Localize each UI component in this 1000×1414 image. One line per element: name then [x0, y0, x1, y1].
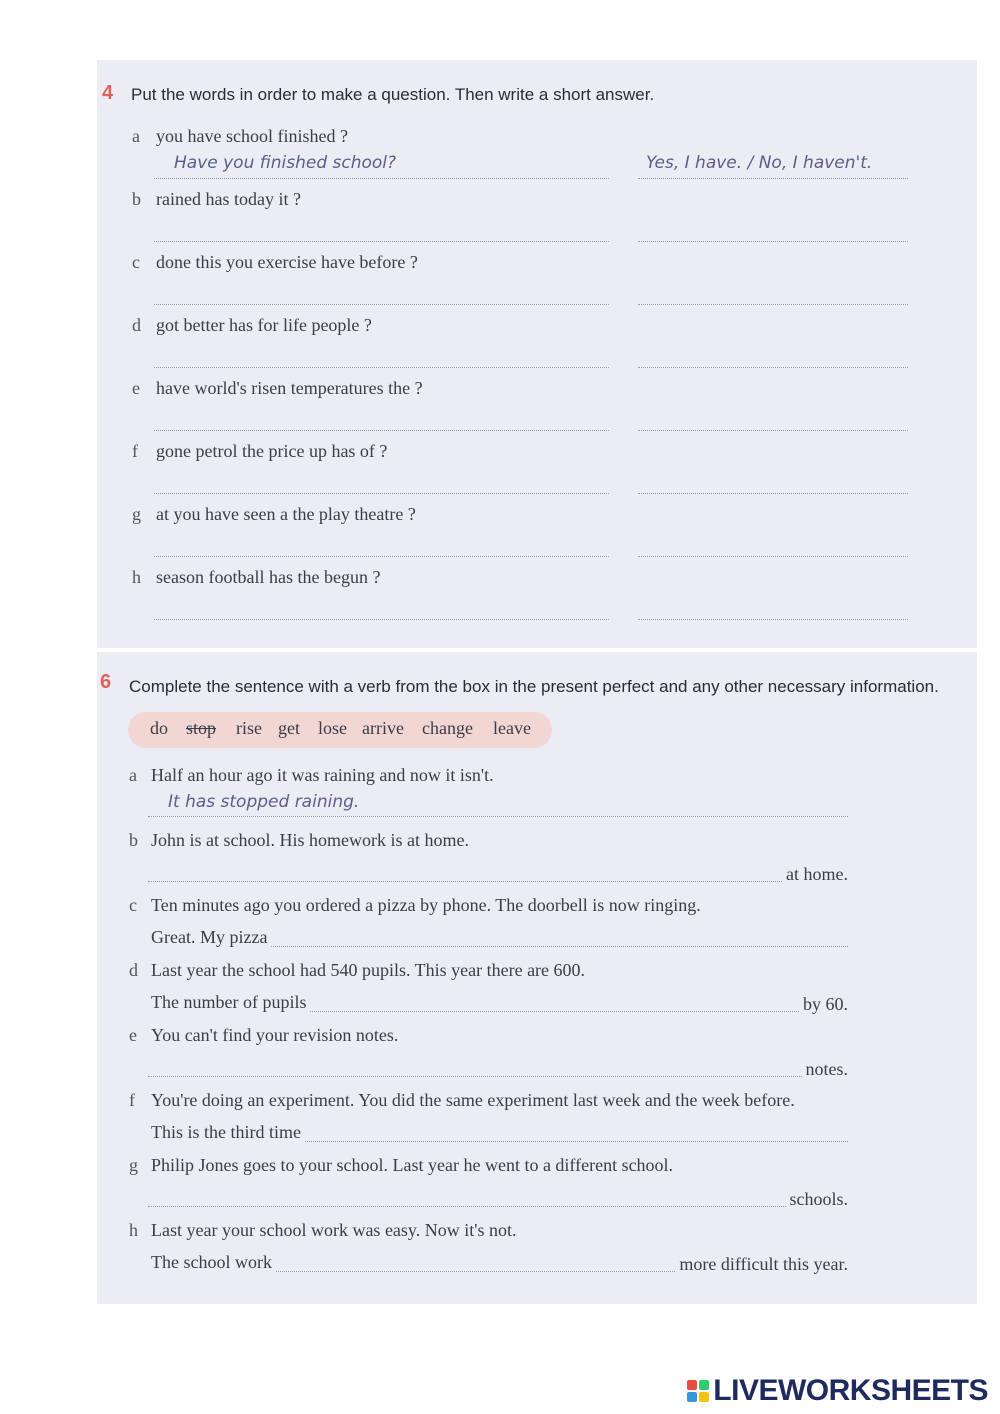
ex4-item-prompt: got better has for life people ? — [156, 315, 372, 335]
word-box-word: rise — [236, 718, 262, 738]
word-box-word: get — [278, 718, 300, 738]
ex6-item-sentence-end: more difficult this year. — [679, 1254, 848, 1274]
ex4-short-answer-line[interactable] — [638, 430, 908, 431]
ex4-question-answer-line[interactable] — [154, 493, 609, 494]
word-box-word: change — [422, 718, 473, 738]
word-box-word: leave — [493, 718, 531, 738]
ex6-item-letter: f — [129, 1090, 135, 1110]
ex4-question-answer-line[interactable] — [154, 619, 609, 620]
ex4-item-letter: h — [132, 567, 141, 587]
ex4-question-answer-line[interactable] — [154, 430, 609, 431]
ex6-item-prompt: John is at school. His homework is at home. — [151, 830, 469, 850]
ex4-item-prompt: done this you exercise have before ? — [156, 252, 418, 272]
ex6-item-prompt: Last year your school work was easy. Now it's not. — [151, 1220, 517, 1240]
ex4-question-answer-line[interactable] — [154, 241, 609, 242]
ex6-item-prompt: You're doing an experiment. You did the same experiment last week and the week before. — [151, 1090, 795, 1110]
ex4-item-letter: e — [132, 378, 140, 398]
exercise-6-number: 6 — [100, 671, 112, 693]
ex6-answer-line[interactable] — [305, 1141, 848, 1142]
ex4-question-answer-line[interactable] — [154, 367, 609, 368]
word-box-word: lose — [318, 718, 347, 738]
ex6-item-sentence-end: schools. — [789, 1189, 848, 1209]
ex6-item-prompt: Ten minutes ago you ordered a pizza by phone. The doorbell is now ringing. — [151, 895, 701, 915]
ex6-item-sentence-end: at home. — [786, 864, 848, 884]
ex4-question-answer: Have you finished school? — [174, 153, 397, 173]
ex4-short-answer-line[interactable] — [638, 304, 908, 305]
ex6-answer-line[interactable] — [271, 946, 848, 947]
ex6-item-letter: h — [129, 1220, 138, 1240]
ex6-answer-line[interactable] — [148, 816, 848, 817]
ex6-item-letter: b — [129, 830, 138, 850]
ex4-short-answer-line[interactable] — [638, 178, 908, 179]
ex6-item-letter: d — [129, 960, 138, 980]
ex4-item-prompt: rained has today it ? — [156, 189, 301, 209]
exercise-4-number: 4 — [102, 82, 114, 104]
word-box-word: arrive — [362, 718, 404, 738]
ex6-answer-line[interactable] — [310, 1011, 799, 1012]
ex4-item-prompt: gone petrol the price up has of ? — [156, 441, 388, 461]
ex4-item-letter: b — [132, 189, 141, 209]
ex6-answer-line[interactable] — [148, 1206, 786, 1207]
liveworksheets-logo-icon — [687, 1380, 709, 1402]
ex6-item-prompt: You can't find your revision notes. — [151, 1025, 399, 1045]
ex4-short-answer-line[interactable] — [638, 241, 908, 242]
ex4-item-letter: a — [132, 126, 140, 146]
ex6-item-sentence-end: notes. — [805, 1059, 848, 1079]
exercise-6-instruction: Complete the sentence with a verb from the box in the present perfect and any other necessary information. — [129, 677, 939, 696]
ex4-question-answer-line[interactable] — [154, 556, 609, 557]
exercise-4-instruction: Put the words in order to make a question. Then write a short answer. — [131, 85, 655, 104]
logo-text: LIVEWORKSHEETS — [713, 1374, 988, 1407]
ex6-answer-line[interactable] — [148, 881, 782, 882]
liveworksheets-logo — [687, 1374, 988, 1408]
ex4-short-answer-line[interactable] — [638, 619, 908, 620]
ex4-item-letter: f — [132, 441, 138, 461]
word-box-word: do — [150, 718, 168, 738]
ex6-item-letter: a — [129, 765, 137, 785]
exercise-4-panel — [97, 60, 977, 648]
ex4-item-prompt: at you have seen a the play theatre ? — [156, 504, 416, 524]
ex6-item-sentence-start: The school work — [151, 1252, 272, 1272]
ex6-item-sentence-start: The number of pupils — [151, 992, 307, 1012]
ex6-answer-line[interactable] — [276, 1271, 675, 1272]
ex6-item-prompt: Last year the school had 540 pupils. This year there are 600. — [151, 960, 586, 980]
ex6-item-letter: g — [129, 1155, 138, 1175]
ex6-item-letter: c — [129, 895, 137, 915]
ex6-answer: It has stopped raining. — [168, 792, 360, 812]
ex6-item-sentence-end: by 60. — [803, 994, 848, 1014]
ex4-short-answer-line[interactable] — [638, 493, 908, 494]
ex4-short-answer-line[interactable] — [638, 367, 908, 368]
word-box-word: stop — [186, 718, 217, 738]
ex6-item-prompt: Half an hour ago it was raining and now it isn't. — [151, 765, 494, 785]
ex4-item-letter: c — [132, 252, 140, 272]
ex4-item-letter: d — [132, 315, 141, 335]
ex6-item-sentence-start: This is the third time — [151, 1122, 301, 1142]
ex6-item-letter: e — [129, 1025, 137, 1045]
ex4-question-answer-line[interactable] — [154, 304, 609, 305]
ex4-short-answer-line[interactable] — [638, 556, 908, 557]
ex4-item-prompt: you have school finished ? — [156, 126, 348, 146]
ex6-answer-line[interactable] — [148, 1076, 802, 1077]
ex6-item-sentence-start: Great. My pizza — [151, 927, 268, 947]
ex4-short-answer: Yes, I have. / No, I haven't. — [646, 153, 873, 173]
ex4-item-letter: g — [132, 504, 141, 524]
ex4-question-answer-line[interactable] — [154, 178, 609, 179]
ex4-item-prompt: have world's risen temperatures the ? — [156, 378, 423, 398]
ex4-item-prompt: season football has the begun ? — [156, 567, 381, 587]
ex6-item-prompt: Philip Jones goes to your school. Last year he went to a different school. — [151, 1155, 674, 1175]
